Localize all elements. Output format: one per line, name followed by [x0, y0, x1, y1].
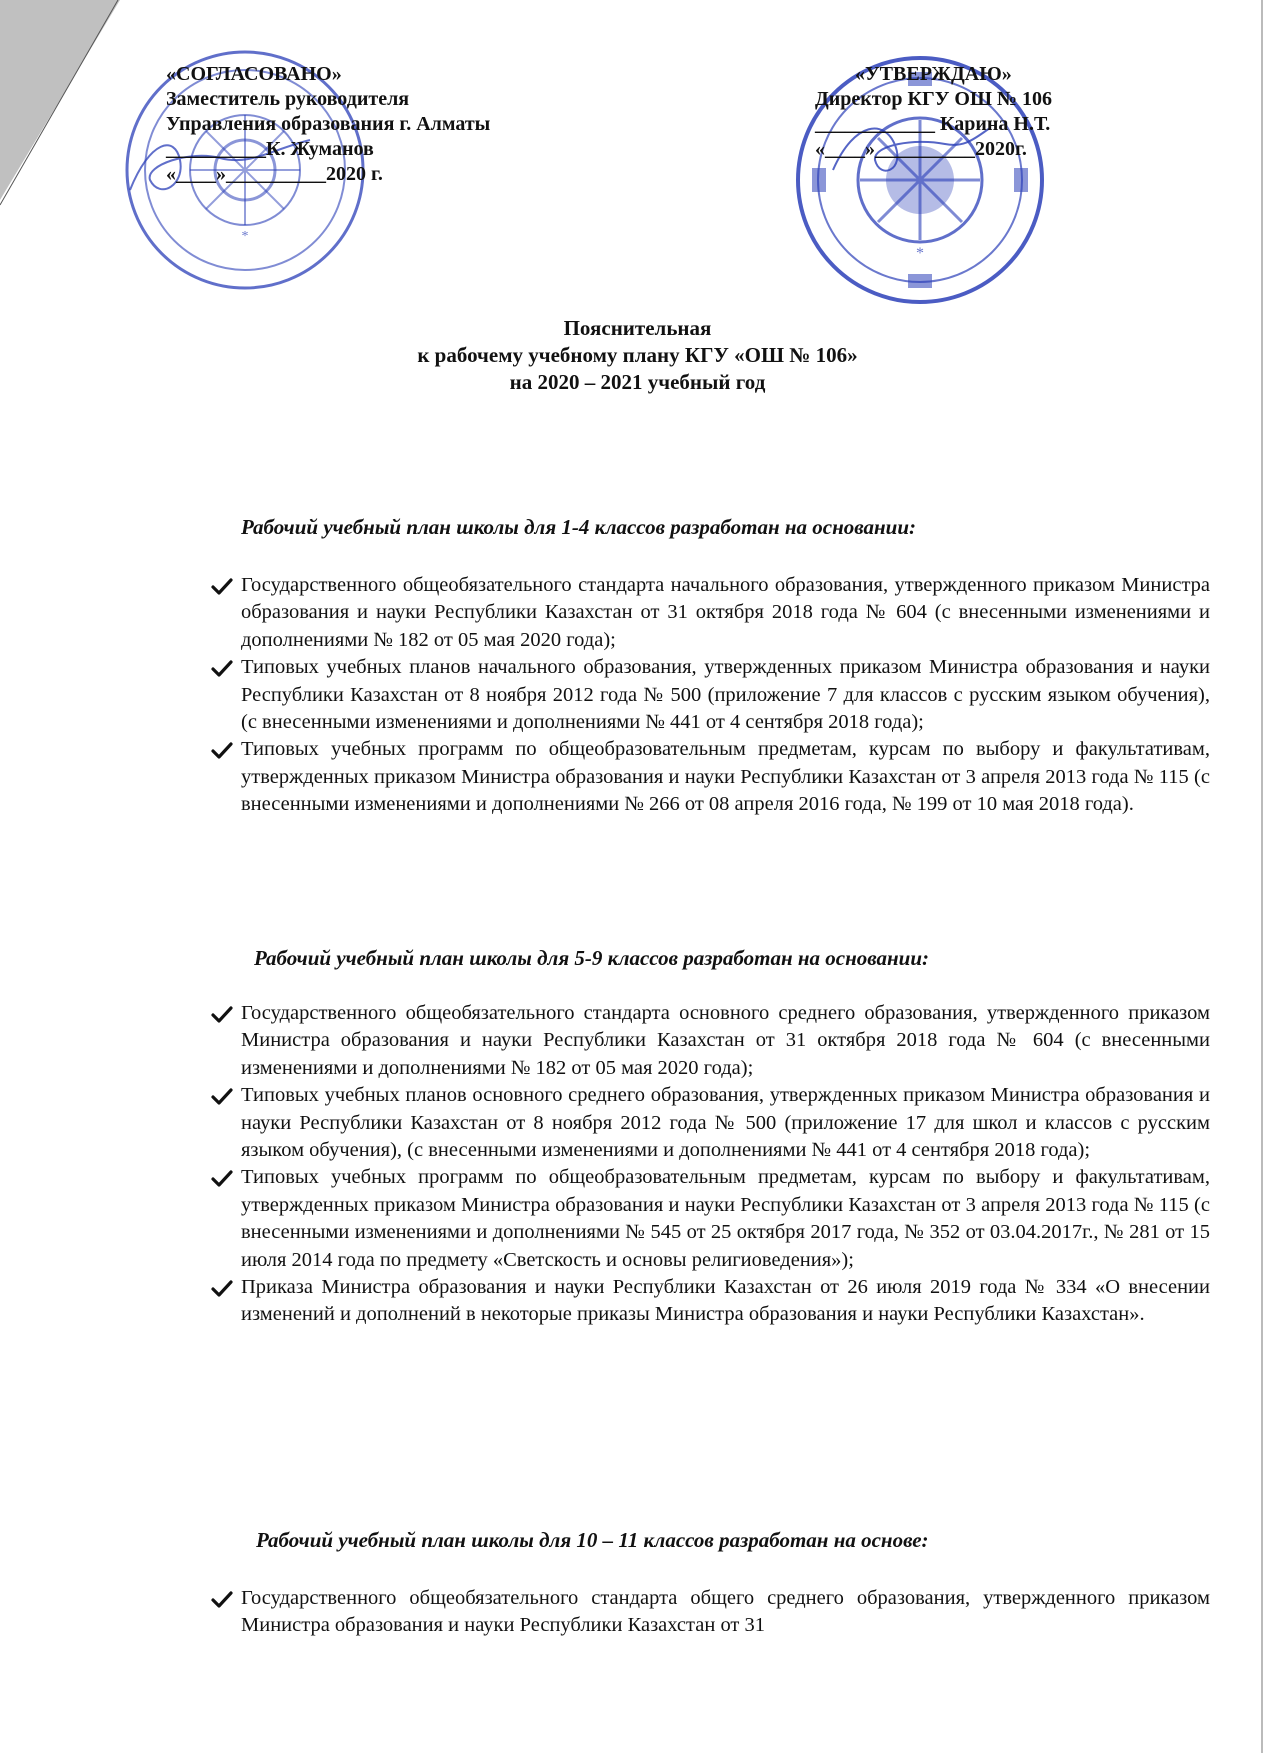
approval-block-right	[815, 62, 1052, 162]
checkmark-icon	[209, 1083, 235, 1109]
list-item-text: Государственного общеобязательного стандарта общего среднего образования, утвержденного приказом Министра образования и науки Республики Казахстан от 31	[241, 1587, 1210, 1637]
checkmark-icon	[209, 737, 235, 763]
approval-right-position: Директор КГУ ОШ № 106	[815, 88, 1053, 110]
basis-list	[205, 1585, 1210, 1640]
list-item	[205, 1082, 1210, 1164]
list-item	[205, 1274, 1210, 1329]
approval-right-title: «УТВЕРЖДАЮ»	[855, 63, 1012, 85]
checkmark-icon	[209, 655, 235, 681]
list-item-text: Типовых учебных планов начального образования, утвержденных приказом Министра образования и науки Республики Казахстан от 8 ноября 2012 года № 500 (приложение 7 для классов с русским языком обучения), (с внесенными изменениями и дополнениями № 441 от 4 сентября 2018 года);	[241, 656, 1210, 734]
title-line-3: на 2020 – 2021 учебный год	[509, 370, 766, 394]
approval-left-date: «____»__________2020 г.	[166, 163, 383, 185]
svg-text:*: *	[241, 229, 249, 244]
checkmark-icon	[209, 1165, 235, 1191]
checkmark-icon	[209, 1275, 235, 1301]
list-item-text: Типовых учебных программ по общеобразовательным предметам, курсам по выбору и факультативам, утвержденных приказом Министра образования и науки Республики Казахстан от 3 апреля 2013 года № 115 (с внесенными изменениями и дополнениями № 545 от 25 октября 2017 года, № 352 от 03.04.2017г., № 281 от 15 июля 2014 года по предмету «Светскость и основы религиоведения»);	[241, 1166, 1210, 1271]
list-item	[205, 1000, 1210, 1082]
list-item	[205, 572, 1210, 654]
list-item	[205, 1585, 1210, 1640]
approval-right-date: «____»__________2020г.	[815, 138, 1027, 160]
approval-left-title: «СОГЛАСОВАНО»	[166, 63, 342, 85]
list-item-text: Типовых учебных планов основного среднего образования, утвержденных приказом Министра образования и науки Республики Казахстан от 8 ноября 2012 года № 500 (приложение 17 для школ и классов с русским языком обучения), (с внесенными изменениями и дополнениями № 441 от 4 сентября 2018 года);	[241, 1084, 1210, 1162]
list-item-text: Приказа Министра образования и науки Республики Казахстан от 26 июля 2019 года № 334 «О внесении изменений и дополнений в некоторые приказы Министра образования и науки Республики Казахстан».	[241, 1276, 1210, 1326]
title-line-1: Пояснительная	[563, 316, 712, 340]
list-item-text: Типовых учебных программ по общеобразовательным предметам, курсам по выбору и факультативам, утвержденных приказом Министра образования и науки Республики Казахстан от 3 апреля 2013 года № 115 (с внесенными изменениями и дополнениями № 266 от 08 апреля 2016 года, № 199 от 10 мая 2018 года).	[241, 738, 1210, 816]
approval-block-left	[166, 62, 490, 187]
basis-list	[205, 1000, 1210, 1329]
section-heading: Рабочий учебный план школы для 10 – 11 классов разработан на основе:	[256, 1528, 929, 1552]
list-item	[205, 1164, 1210, 1274]
approval-left-signatory: __________К. Жуманов	[166, 138, 374, 160]
document-title	[0, 315, 1275, 396]
approval-left-organization: Управления образования г. Алматы	[166, 113, 491, 135]
list-item	[205, 736, 1210, 818]
checkmark-icon	[209, 1586, 235, 1612]
section-heading: Рабочий учебный план школы для 1-4 классов разработан на основании:	[241, 515, 916, 539]
checkmark-icon	[209, 1001, 235, 1027]
svg-text:*: *	[916, 245, 924, 262]
section-heading: Рабочий учебный план школы для 5-9 классов разработан на основании:	[254, 946, 929, 970]
basis-list	[205, 572, 1210, 819]
title-line-2: к рабочему учебному плану КГУ «ОШ № 106»	[417, 343, 858, 367]
list-item-text: Государственного общеобязательного стандарта основного среднего образования, утвержденного приказом Министра образования и науки Республики Казахстан от 31 октября 2018 года № 604 (с внесенными изменениями и дополнениями № 182 от 05 мая 2020 года);	[241, 1002, 1210, 1079]
checkmark-icon	[209, 573, 235, 599]
list-item	[205, 654, 1210, 736]
approval-left-position: Заместитель руководителя	[166, 88, 410, 110]
approval-right-signatory: ____________ Карина Н.Т.	[815, 113, 1051, 135]
list-item-text: Государственного общеобязательного стандарта начального образования, утвержденного приказом Министра образования и науки Республики Казахстан от 31 октября 2018 года № 604 (с внесенными изменениями и дополнениями № 182 от 05 мая 2020 года);	[241, 574, 1210, 651]
